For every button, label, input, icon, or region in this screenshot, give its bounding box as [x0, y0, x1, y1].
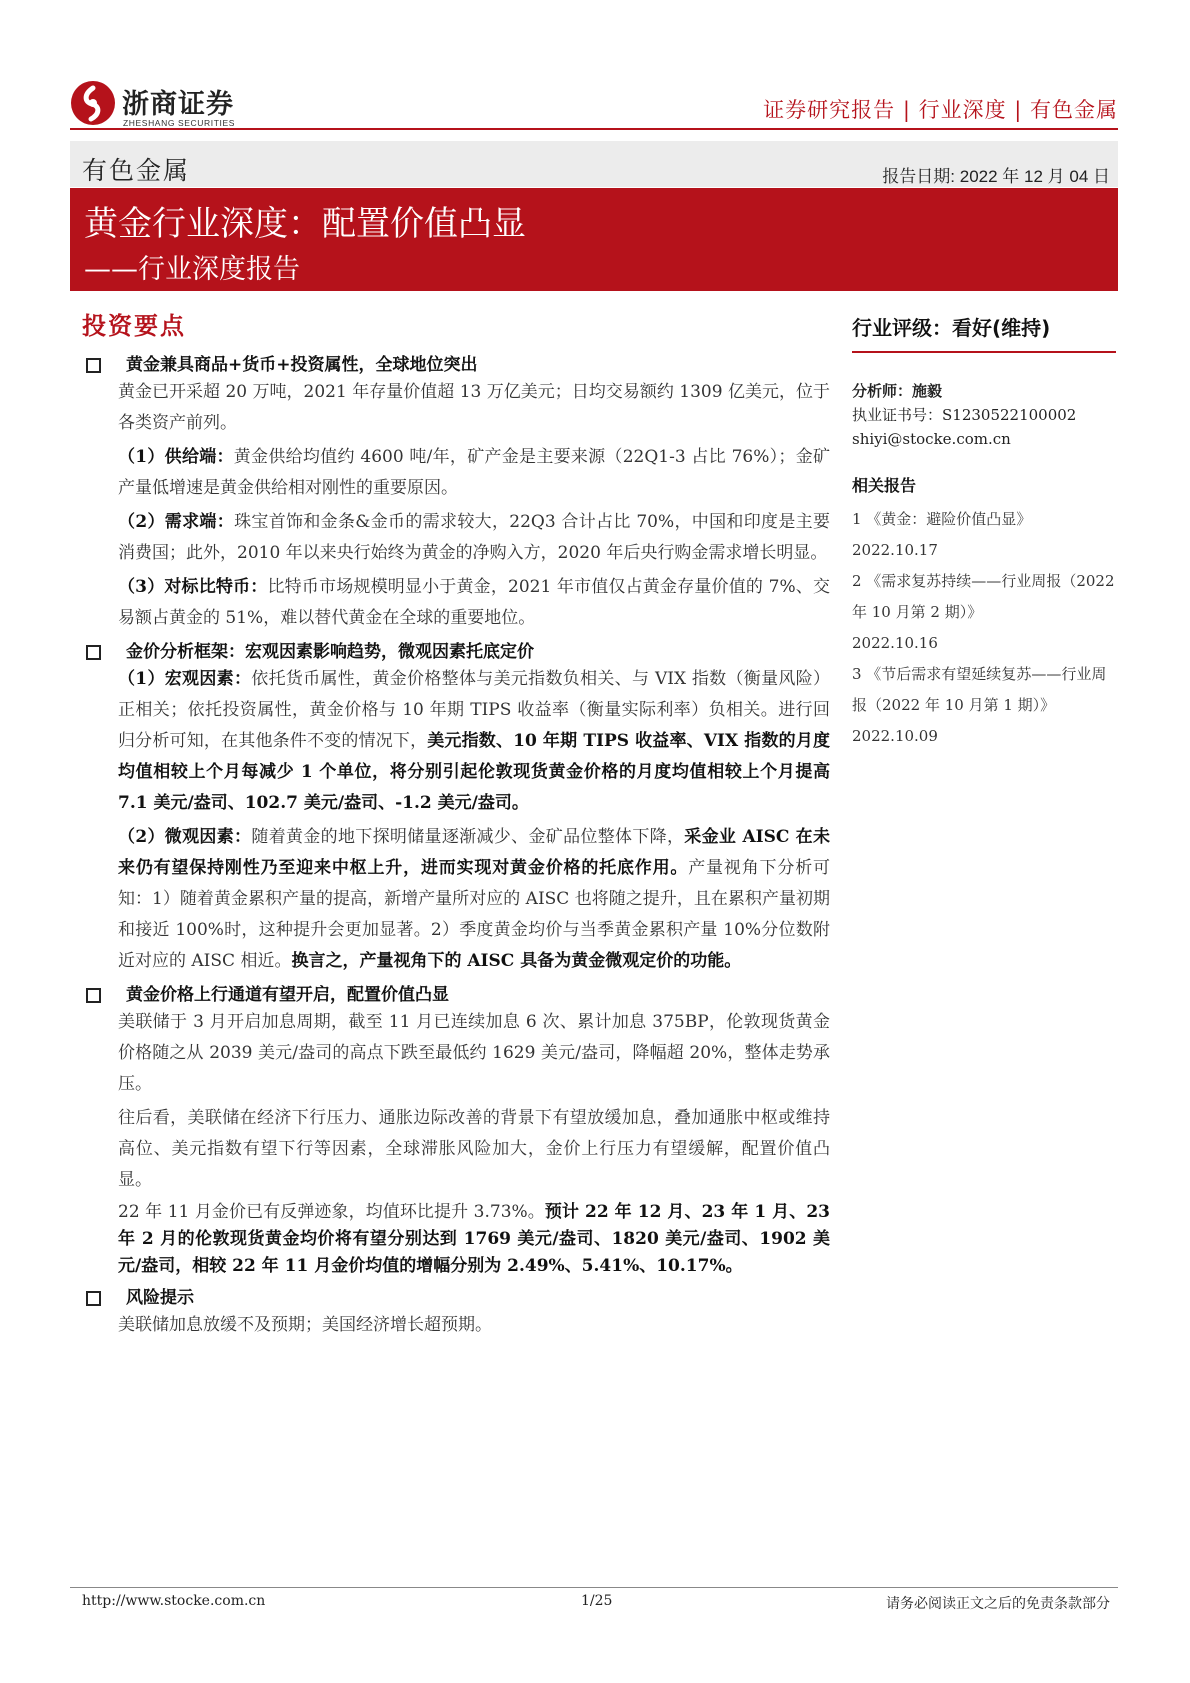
- footer-disclaimer: 请务必阅读正文之后的免责条款部分: [886, 1596, 1110, 1612]
- related-reports-title: 相关报告: [852, 476, 917, 495]
- highlight-section: [82, 640, 830, 664]
- license-number: 执业证书号：S1230522100002: [852, 406, 1077, 424]
- header-divider: [70, 128, 1118, 130]
- paragraph: 22 年 11 月金价已有反弹迹象，均值环比提升 3.73%。预计 22 年 12 月、23 年 1 月、23 年 2 月的伦敦现货黄金均价将有望分别达到 1769 美元/盎司、1820 美元/盎司、1902 美元/盎司，相较 22 年 11 月金价均值的增幅分别为 2.49%、5.41%、10.17%。: [118, 1202, 831, 1276]
- page-number: 1/25: [581, 1593, 613, 1609]
- investment-highlights: [82, 306, 830, 1344]
- analyst-label: 分析师：: [852, 382, 913, 400]
- related-report-item[interactable]: 3 《节后需求有望延续复苏——行业周报（2022 年 10 月第 1 期）》 2022.10.09: [852, 665, 1107, 745]
- paragraph: 往后看，美联储在经济下行压力、通胀边际改善的背景下有望放缓加息，叠加通胀中枢或维持高位、美元指数有望下行等因素，全球滞胀风险加大，金价上行压力有望缓解，配置价值凸显。: [118, 1108, 830, 1190]
- paragraph: （2）微观因素：随着黄金的地下探明储量逐渐减少、金矿品位整体下降，采金业 AISC 在未来仍有望保持刚性乃至迎来中枢上升，进而实现对黄金价格的托底作用。产量视角下分析可知：1）随着黄金累积产量的提高，新增产量所对应的 AISC 也将随之提升，且在累积产量初期和接近 100%时，这种提升会更加显著。2）季度黄金均价与当季黄金累积产量 10%分位数附近对应的 AISC 相近。换言之，产量视角下的 AISC 具备为黄金微观定价的功能。: [118, 827, 831, 971]
- paragraph: 黄金已开采超 20 万吨，2021 年存量价值超 13 万亿美元；日均交易额约 1309 亿美元，位于各类资产前列。: [118, 382, 830, 433]
- footer-url[interactable]: http://www.stocke.com.cn: [82, 1593, 266, 1609]
- paragraph: （1）供给端：黄金供给均值约 4600 吨/年，矿产金是主要来源（22Q1-3 占比 76%）；金矿产量低增速是黄金供给相对刚性的重要原因。: [118, 447, 830, 498]
- analyst-name: 施毅: [912, 382, 943, 400]
- report-categories: 证券研究报告 | 行业深度 | 有色金属: [763, 98, 1118, 122]
- industry-rating: 行业评级：看好(维持): [852, 312, 1116, 353]
- section-heading: 投资要点: [82, 312, 186, 340]
- related-report-item[interactable]: 2 《需求复苏持续——行业周报（2022 年 10 月第 2 期）》 2022.10.16: [852, 572, 1115, 652]
- page-title: 黄金行业深度：配置价值凸显: [84, 204, 526, 244]
- brand-name-cn: 浙商证券: [122, 89, 234, 120]
- related-report-item[interactable]: 1 《黄金：避险价值凸显》 2022.10.17: [852, 510, 1032, 559]
- zheshang-logo-icon: [70, 80, 116, 126]
- paragraph: （2）需求端：珠宝首饰和金条&金币的需求较大，22Q3 合计占比 70%，中国和印度是主要消费国；此外，2010 年以来央行始终为黄金的净购入方，2020 年后央行购金需求增长明显。: [118, 512, 830, 563]
- highlight-title: 黄金兼具商品+货币+投资属性，全球地位突出: [126, 355, 478, 375]
- page-subtitle: ——行业深度报告: [84, 254, 300, 285]
- analyst-info: [852, 379, 1116, 451]
- checkbox-bullet-icon: [86, 1291, 101, 1306]
- industry-label: 有色金属: [82, 156, 191, 185]
- report-date: 报告日期: 2022 年 12 月 04 日: [882, 167, 1110, 186]
- checkbox-bullet-icon: [86, 645, 101, 660]
- highlight-title: 金价分析框架：宏观因素影响趋势，微观因素托底定价: [126, 642, 534, 662]
- sidebar: [852, 312, 1116, 752]
- highlight-title: 黄金价格上行通道有望开启，配置价值凸显: [126, 985, 449, 1005]
- paragraph: 美联储于 3 月开启加息周期，截至 11 月已连续加息 6 次、累计加息 375BP，伦敦现货黄金价格随之从 2039 美元/盎司的高点下跌至最低约 1629 美元/盎司，降幅超 20%，整体走势承压。: [118, 1012, 830, 1094]
- highlight-section: [82, 1286, 830, 1310]
- brand-name-en: ZHESHANG SECURITIES: [123, 118, 235, 128]
- highlight-section: [82, 983, 830, 1007]
- paragraph: （1）宏观因素：依托货币属性，黄金价格整体与美元指数负相关、与 VIX 指数（衡量风险）正相关；依托投资属性，黄金价格与 10 年期 TIPS 收益率（衡量实际利率）负相关。进行回归分析可知，在其他条件不变的情况下，美元指数、10 年期 TIPS 收益率、VIX 指数的月度均值相较上个月每减少 1 个单位，将分别引起伦敦现货黄金价格的月度均值相较上个月提高 7.1 美元/盎司、102.7 美元/盎司、-1.2 美元/盎司。: [118, 669, 831, 813]
- checkbox-bullet-icon: [86, 988, 101, 1003]
- paragraph: 美联储加息放缓不及预期；美国经济增长超预期。: [118, 1315, 492, 1335]
- highlight-title: 风险提示: [126, 1288, 194, 1308]
- highlight-section: [82, 353, 830, 377]
- paragraph: （3）对标比特币：比特币市场规模明显小于黄金，2021 年市值仅占黄金存量价值的 7%、交易额占黄金的 51%，难以替代黄金在全球的重要地位。: [118, 577, 830, 628]
- analyst-email[interactable]: shiyi@stocke.com.cn: [852, 430, 1011, 448]
- checkbox-bullet-icon: [86, 358, 101, 373]
- footer-divider: [70, 1587, 1118, 1588]
- related-reports: [852, 504, 1116, 752]
